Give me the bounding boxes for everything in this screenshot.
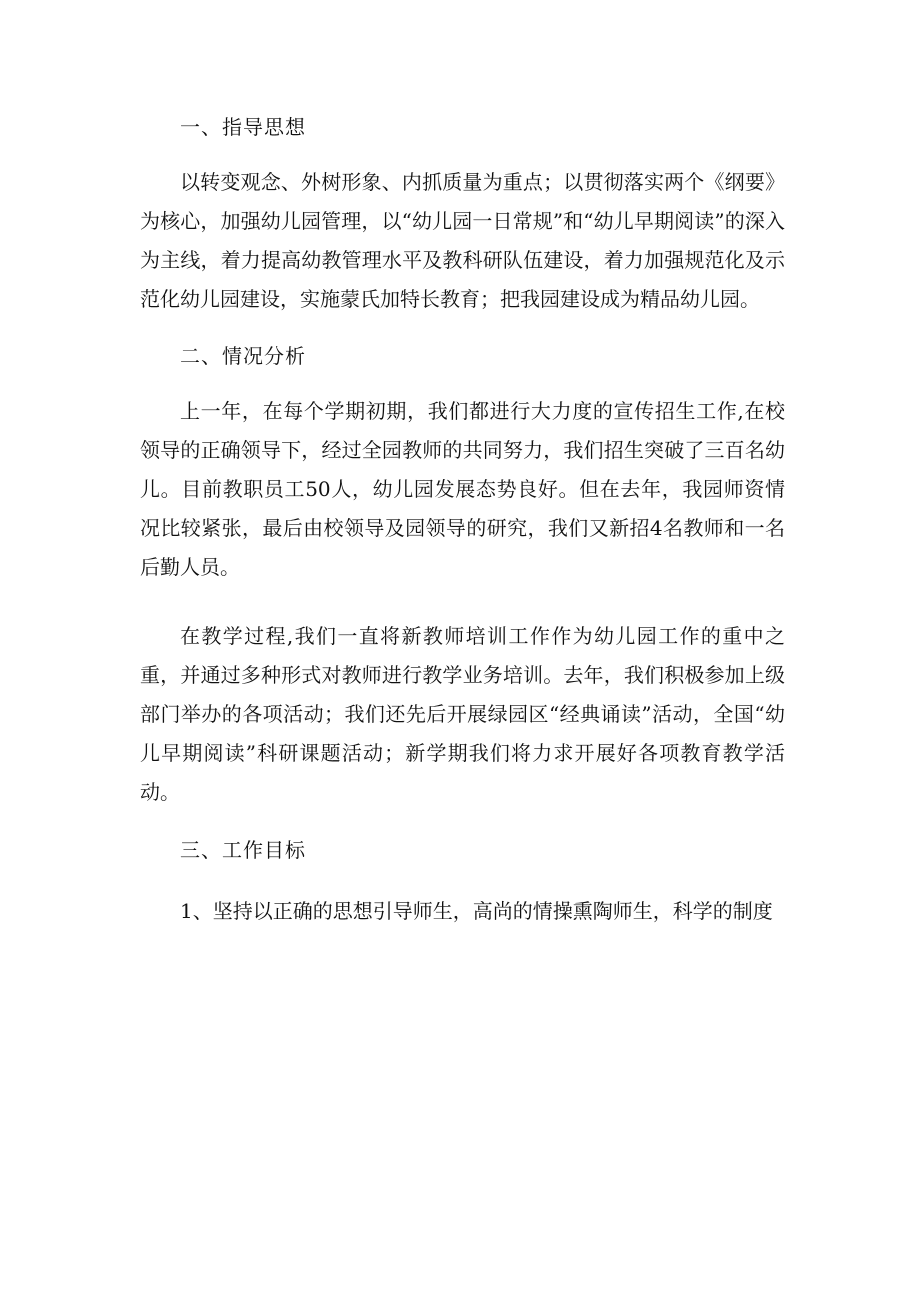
section-heading-work-goals: 三、工作目标	[180, 838, 306, 862]
paragraph-goal-item-1: 1、坚持以正确的思想引导师生，高尚的情操熏陶师生，科学的制度	[180, 899, 773, 923]
section-heading-guiding-ideology: 一、指导思想	[180, 115, 306, 139]
section-heading-situation-analysis: 二、情况分析	[180, 344, 306, 368]
paragraph-enrollment-status: 上一年，在每个学期初期，我们都进行大力度的宣传招生工作,在校领导的正确领导下，经过全园教师的共同努力，我们招生突破了三百名幼儿。目前教职员工50人，幼儿园发展态势良好。但在去年，我园师资情况比较紧张，最后由校领导及园领导的研究，我们又新招4名教师和一名后勤人员。	[140, 399, 785, 579]
document-body	[140, 110, 785, 931]
paragraph-guiding-ideology: 以转变观念、外树形象、内抓质量为重点；以贯彻落实两个《纲要》为核心，加强幼儿园管理，以“幼儿园一日常规”和“幼儿早期阅读”的深入为主线，着力提高幼教管理水平及教科研队伍建设，着力加强规范化及示范化幼儿园建设，实施蒙氏加特长教育；把我园建设成为精品幼儿园。	[140, 170, 785, 311]
paragraph-teacher-training: 在教学过程,我们一直将新教师培训工作作为幼儿园工作的重中之重，并通过多种形式对教师进行教学业务培训。去年，我们积极参加上级部门举办的各项活动；我们还先后开展绿园区“经典诵读”活动，全国“幼儿早期阅读”科研课题活动；新学期我们将力求开展好各项教育教学活动。	[140, 624, 785, 804]
